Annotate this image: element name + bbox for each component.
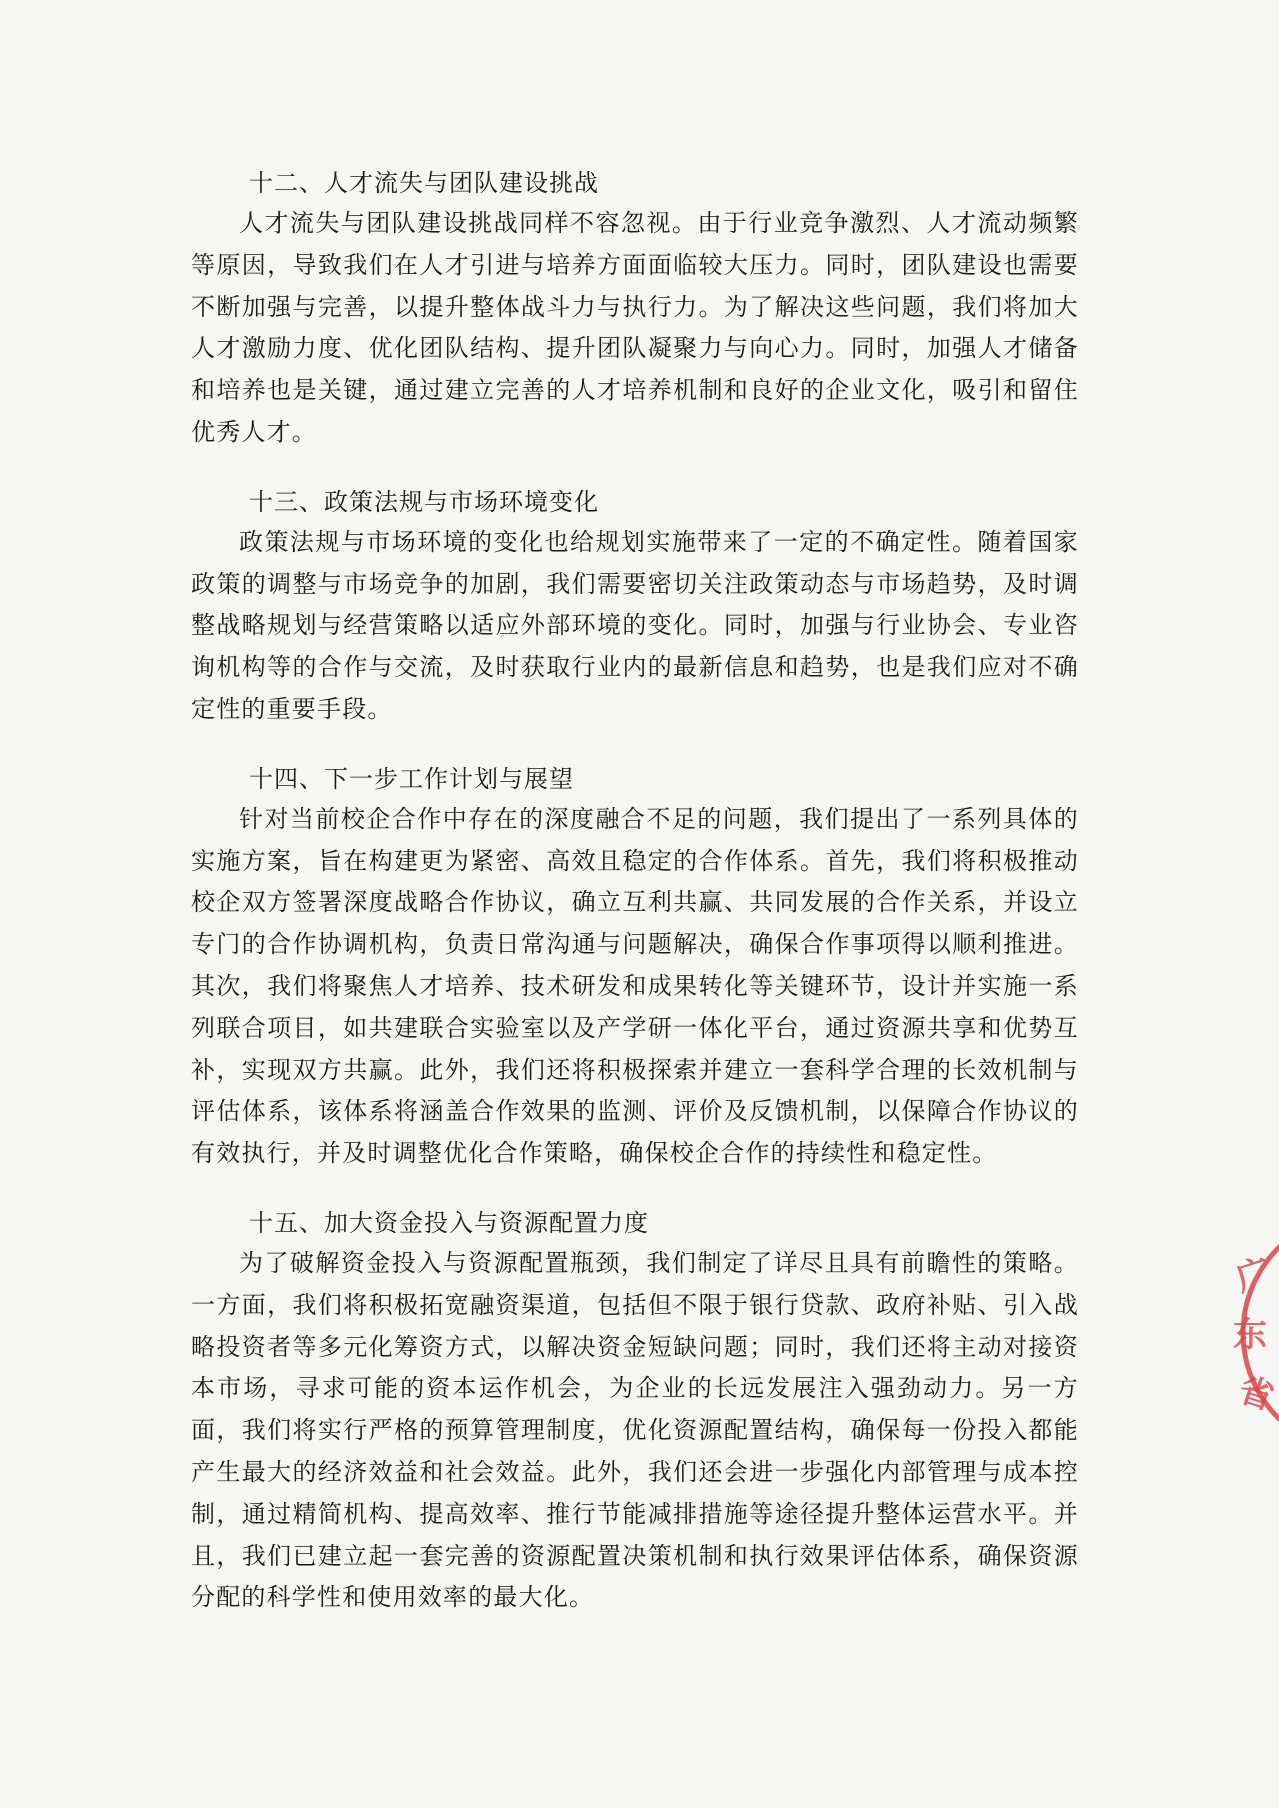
section-13 (191, 482, 1079, 731)
section-paragraph: 针对当前校企合作中存在的深度融合不足的问题，我们提出了一系列具体的实施方案，旨在构建更为紧密、高效且稳定的合作体系。首先，我们将积极推动校企双方签署深度战略合作协议，确立互利共赢、共同发展的合作关系，并设立专门的合作协调机构，负责日常沟通与问题解决，确保合作事项得以顺利推进。其次，我们将聚焦人才培养、技术研发和成果转化等关键环节，设计并实施一系列联合项目，如共建联合实验室以及产学研一体化平台，通过资源共享和优势互补，实现双方共赢。此外，我们还将积极探索并建立一套科学合理的长效机制与评估体系，该体系将涵盖合作效果的监测、评价及反馈机制，以保障合作协议的有效执行，并及时调整优化合作策略，确保校企合作的持续性和稳定性。 (191, 804, 1079, 1168)
svg-text:东: 东 (1233, 1315, 1267, 1355)
section-heading: 十二、人才流失与团队建设挑战 (249, 169, 599, 197)
section-heading: 十五、加大资金投入与资源配置力度 (249, 1208, 649, 1237)
document-body (191, 163, 1079, 1647)
section-14 (191, 759, 1079, 1175)
partial-red-seal-icon (1209, 1228, 1279, 1438)
section-heading: 十三、政策法规与市场环境变化 (249, 487, 599, 516)
section-paragraph: 政策法规与市场环境的变化也给规划实施带来了一定的不确定性。随着国家政策的调整与市场竞争的加剧，我们需要密切关注政策动态与市场趋势，及时调整战略规划与经营策略以适应外部环境的变化。同时，加强与行业协会、专业咨询机构等的合作与交流，及时获取行业内的最新信息和趋势，也是我们应对不确定性的重要手段。 (191, 527, 1079, 723)
section-paragraph: 为了破解资金投入与资源配置瓶颈，我们制定了详尽且具有前瞻性的策略。一方面，我们将积极拓宽融资渠道，包括但不限于银行贷款、政府补贴、引入战略投资者等多元化筹资方式，以解决资金短缺问题；同时，我们还将主动对接资本市场，寻求可能的资本运作机会，为企业的长远发展注入强劲动力。另一方面，我们将实行严格的预算管理制度，优化资源配置结构，确保每一份投入都能产生最大的经济效益和社会效益。此外，我们还会进一步强化内部管理与成本控制，通过精简机构、提高效率、推行节能减排措施等途径提升整体运营水平。并且，我们已建立起一套完善的资源配置决策机制和执行效果评估体系，确保资源分配的科学性和使用效率的最大化。 (191, 1248, 1079, 1612)
svg-text:广: 广 (1231, 1251, 1276, 1300)
section-heading: 十四、下一步工作计划与展望 (249, 764, 574, 793)
section-12 (191, 163, 1079, 454)
section-15 (191, 1203, 1079, 1619)
svg-text:省: 省 (1233, 1369, 1279, 1419)
section-paragraph: 人才流失与团队建设挑战同样不容忽视。由于行业竞争激烈、人才流动频繁等原因，导致我们在人才引进与培养方面面临较大压力。同时，团队建设也需要不断加强与完善，以提升整体战斗力与执行力。为了解决这些问题，我们将加大人才激励力度、优化团队结构、提升团队凝聚力与向心力。同时，加强人才储备和培养也是关键，通过建立完善的人才培养机制和良好的企业文化，吸引和留住优秀人才。 (191, 209, 1079, 446)
